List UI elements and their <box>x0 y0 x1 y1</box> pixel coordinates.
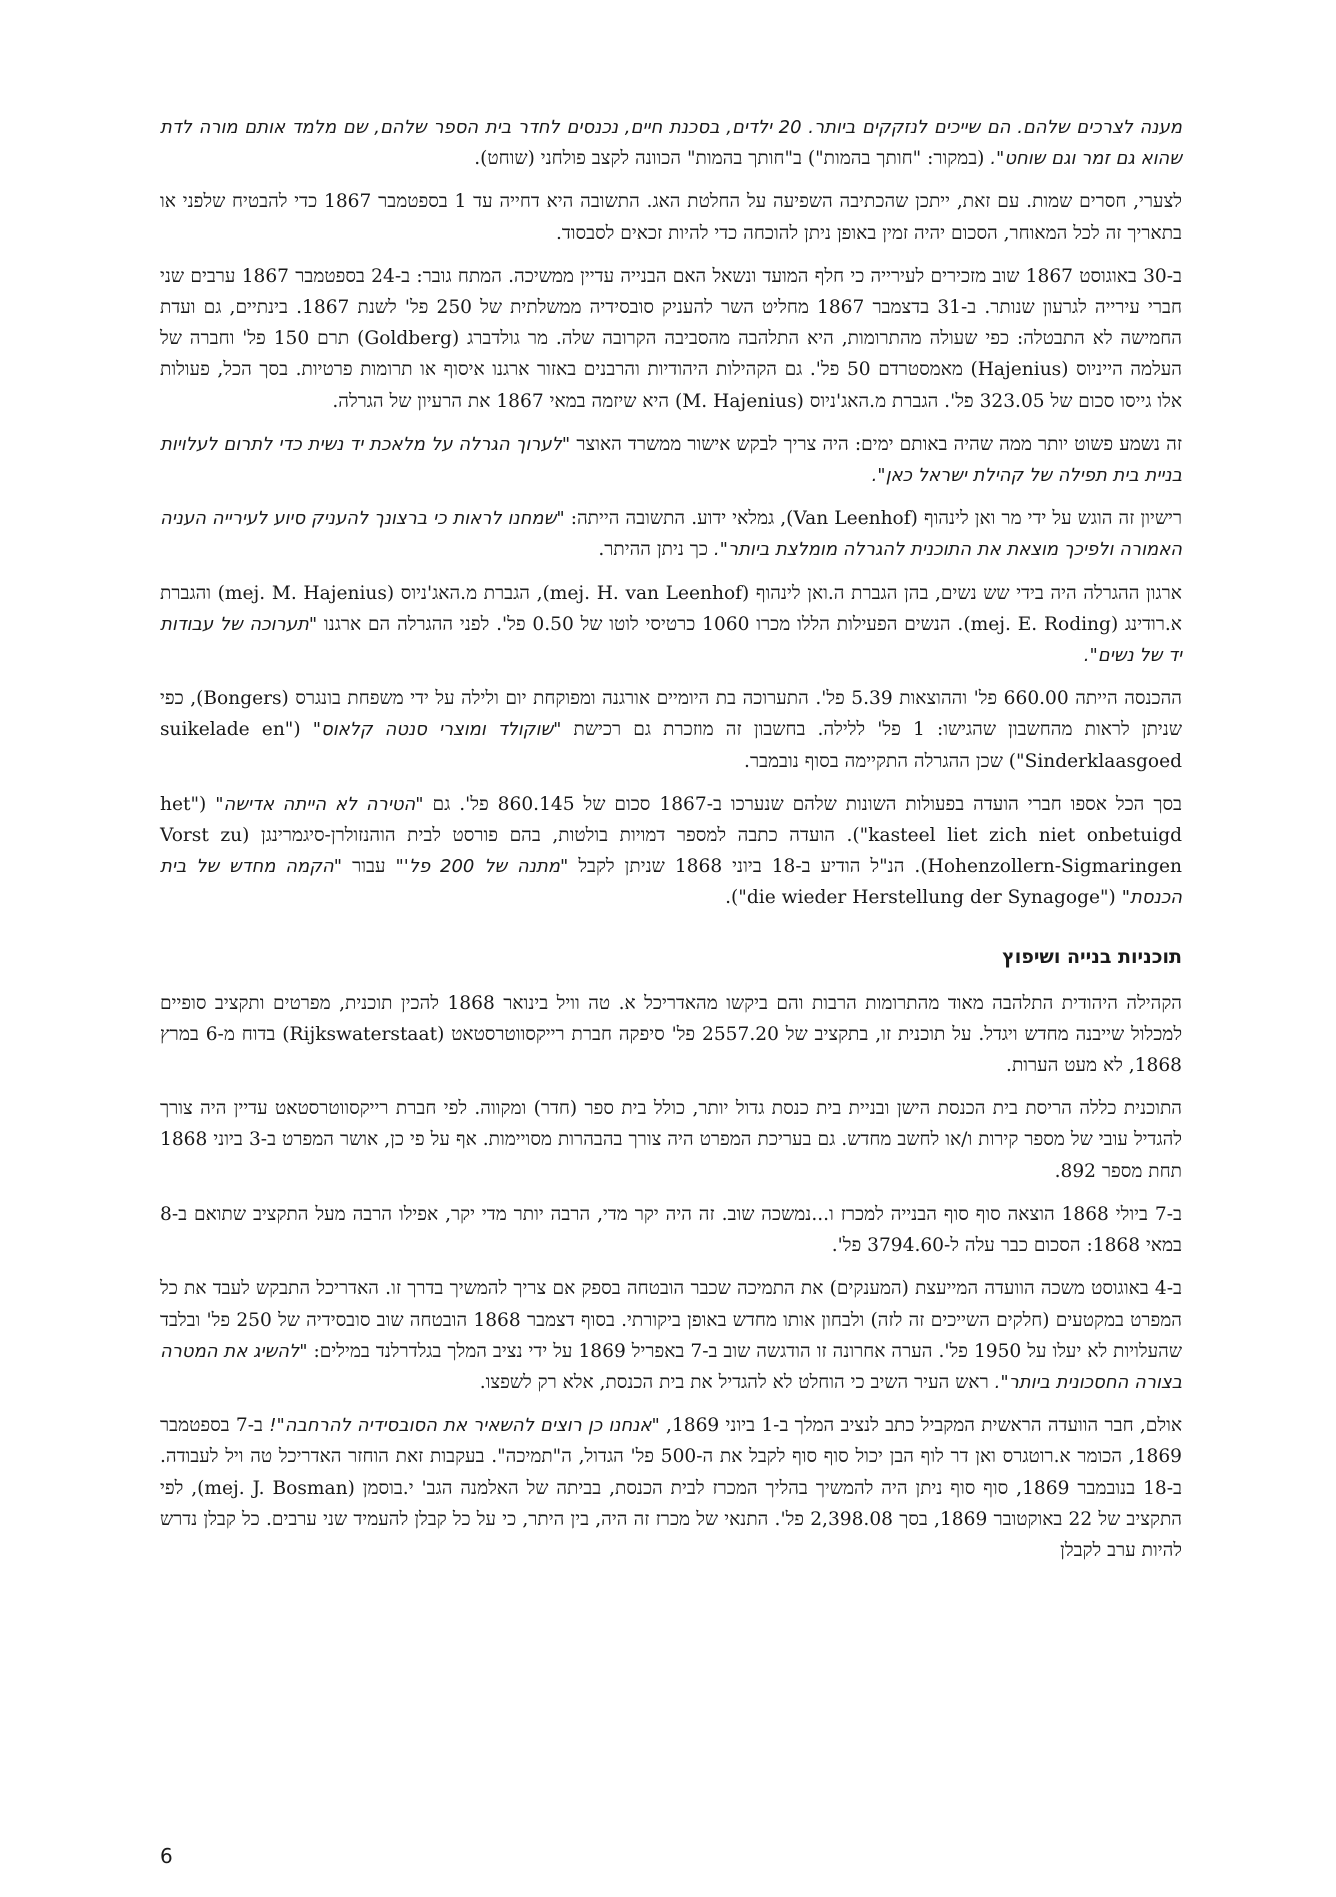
document-page <box>160 112 1182 1578</box>
quote-text: "הקמה מחדש של בית הכנסת" <box>160 856 1182 909</box>
body-text: ("het kasteel liet zich niet onbetuigd"). הועדה כתבה למספר דמויות בולטות, בהם פורסט לבית הוהנזולרן-סיגמרינגן (Vorst zu Hohenzollern-Sigmaringen). הנ"ל הודיע ב-18 ביוני 1868 שניתן לקבל <box>160 793 1183 878</box>
paragraph <box>160 1410 1182 1566</box>
quote-text: "לערוך הגרלה על מלאכת יד נשית כדי לתרום לעלויות בניית בית תפילה של קהילת ישראל כאן". <box>160 433 1182 487</box>
paragraph <box>160 1199 1182 1261</box>
body-text: רישיון זה הוגש על ידי מר ואן לינהוף (Van Leenhof), גמלאי ידוע. התשובה הייתה: <box>564 508 1182 530</box>
quote-text: "להשיג את המטרה בצורה החסכונית ביותר". <box>160 1340 1182 1393</box>
paragraphs-before-heading <box>160 112 1182 914</box>
paragraph <box>160 261 1182 417</box>
body-text: התוכנית כללה הריסת בית הכנסת הישן ובניית בית כנסת גדול יותר, כולל בית ספר (חדר) ומקווה. לפי חברת רייקסווטרסטאט עדיין היה צורך להגדיל עובי של מספר קירות ו/או לחשב מחדש. גם בעריכת המפרט היה צורך בהבהרות מסויימות. אף על פי כן, אושר המפרט ב-3 ביוני 1868 תחת מספר 892. <box>160 1098 1182 1182</box>
quote-text: "אנחנו כן רוצים להשאיר את הסובסידיה להרחבה"! <box>269 1415 660 1437</box>
body-text: הקהילה היהודית התלהבה מאוד מהתרומות הרבות והם ביקשו מהאדריכל א. טה וויל בינואר 1868 להכין תוכנית, מפרטים ותקציב סופיים למכלול שייבנה מחדש ויגדל. על תוכנית זו, בתקציב של 2557.20 פל' סיפקה חברת רייקסווטרסטאט (Rijkswaterstaat) בדוח מ-6 במרץ 1868, לא מעט הערות. <box>160 992 1183 1077</box>
body-text: בסך הכל אספו חברי הועדה בפעולות השונות שלהם שנערכו ב-1867 סכום של 860.145 פל'. גם <box>423 793 1183 815</box>
paragraph <box>160 988 1182 1082</box>
paragraphs-after-heading <box>160 988 1182 1566</box>
quote-text: "תערוכה של עבודות יד של נשים". <box>160 613 1182 667</box>
body-text: ראש העיר השיב כי הוחלט לא להגדיל את בית הכנסת, אלא רק לשפצו. <box>479 1371 995 1393</box>
body-text: ב-30 באוגוסט 1867 שוב מזכירים לעירייה כי חלף המועד ונשאל האם הבנייה עדיין ממשיכה. המתח גובר: ב-24 בספטמבר 1867 ערבים שני חברי עירייה לגרעון שנותר. ב-31 בדצמבר 1867 מחליט השר להעניק סובסידיה ממשלתית של 250 פל' לשנת 1867. בינתיים, גם ועדת החמישה לא התבטלה: כפי שעולה מהתרומות, היא התלהבה מהסביבה הקרובה שלה. מר גולדברג (Goldberg) תרם 150 פל' וחברה של העלמה הייניוס (Hajenius) מאמסטרדם 50 פל'. גם הקהילות היהודיות והרבנים באזור ארגנו איסוף או תרומות פרטיות. בסך הכל, פעולות אלו גייסו סכום של 323.05 פל'. הגברת מ.האג'ניוס (M. Hajenius) היא שיזמה במאי 1867 את הרעיון של הגרלה. <box>160 265 1182 412</box>
quote-text: "שוקולד ומוצרי סנטה קלאוס" <box>312 719 562 741</box>
section-heading: תוכניות בנייה ושיפוץ <box>1002 945 1182 968</box>
body-text: לצערי, חסרים שמות. עם זאת, ייתכן שהכתיבה השפיעה על החלטת האג. התשובה היא דחייה עד 1 בספטמבר 1867 כדי להבטיח שלפני או בתאריך זה לכל המאוחר, הסכום יהיה זמין באופן ניתן להוכחה כדי להיות זכאים לסבסוד. <box>160 191 1183 244</box>
quote-text: "שמחנו לראות כי ברצונך להעניק סיוע לעירייה העניה האמורה ולפיכך מוצאת את התוכנית להגרלה מומלצת ביותר". <box>160 508 1182 561</box>
body-text: (במקור: "חותך בהמות") ב"חותך בהמות" הכוונה לקצב פולחני (שוחט). <box>474 148 991 170</box>
paragraph <box>160 503 1182 565</box>
page-number: 6 <box>160 1844 173 1868</box>
body-text: ב-7 בספטמבר 1869, הכומר א.רוטגרס ואן דר לוף הבן יכול סוף סוף לקבל את ה-500 פל' הגדול, ה"תמיכה". בעקבות זאת הוחזר האדריכל טה ויל לעבודה. ב-18 בנובמבר 1869, סוף סוף ניתן היה להמשיך בהליך המכרז לבית הכנסת, בביתה של האלמנה הגב' י.בוסמן (mej. J. Bosman), לפי התקציב של 22 באוקטובר 1869, בסך 2,398.08 פל'. התנאי של מכרז זה היה, בין היתר, כי על כל קבלן להעמיד שני ערבים. כל קבלן נדרש להיות ערב לקבלן <box>160 1415 1183 1561</box>
body-text: ב-4 באוגוסט משכה הוועדה המייעצת (המענקים) את התמיכה שכבר הובטחה בספק אם צריך להמשיך בדרך זו. האדריכל התבקש לעבד את כל המפרט במקטעים (חלקים השייכים זה לזה) ולבחון אותו מחדש באופן ביקורתי. בסוף דצמבר 1868 הובטחה שוב סובסידיה של 250 פל' ובלבד שהעלויות לא יעלו על 1950 פל'. הערה אחרונה זו הודגשה שוב ב-7 באפריל 1869 על ידי נציב המלך בגלדרלנד במילים: <box>160 1278 1182 1362</box>
paragraph <box>160 1093 1182 1187</box>
body-text: ארגון ההגרלה היה בידי שש נשים, בהן הגברת ה.ואן לינהוף (mej. H. van Leenhof), הגברת מ.האג'ניוס (mej. M. Hajenius) והגברת א.רודינג (mej. E. Roding). הנשים הפעילות הללו מכרו 1060 כרטיסי לוטו של 0.50 פל'. לפני ההגרלה הם ארגנו <box>160 582 1182 635</box>
paragraph <box>160 112 1182 174</box>
paragraph <box>160 186 1182 248</box>
quote-text: "הטירה לא הייתה אדישה" <box>215 793 424 815</box>
body-text: עבור <box>342 856 396 878</box>
paragraph <box>160 578 1182 672</box>
body-text: כך ניתן ההיתר. <box>598 539 714 561</box>
body-text: אולם, חבר הוועדה הראשית המקביל כתב לנציב המלך ב-1 ביוני 1869, <box>659 1415 1182 1437</box>
body-text: ("suikelade en Sinderklaasgoed") שכן ההגרלה התקיימה בסוף נובמבר. <box>160 719 1182 772</box>
paragraph <box>160 1273 1182 1398</box>
body-text: זה נשמע פשוט יותר ממה שהיה באותם ימים: היה צריך לבקש אישור ממשרד האוצר <box>570 433 1183 455</box>
quote-text: מענה לצרכים שלהם. הם שייכים לנזקקים ביותר. 20 ילדים, בסכנת חיים, נכנסים לחדר בית הספר שלהם, שם מלמד אותם מורה לדת שהוא גם זמר וגם שוחט". <box>160 117 1182 170</box>
quote-text: "מתנה של 200 פל'" <box>395 856 569 878</box>
paragraph <box>160 429 1182 491</box>
body-text: ("die wieder Herstellung der Synagoge"). <box>725 887 1122 909</box>
body-text: ההכנסה הייתה 660.00 פל' וההוצאות 5.39 פל'. התערוכה בת היומיים אורגנה ומפוקחת יום ולילה על ידי משפחת בונגרס (Bongers), כפי שניתן לראות מהחשבון שהגישו: 1 פל' ללילה. בחשבון זה מוזכרת גם רכישת <box>160 688 1183 741</box>
paragraph <box>160 683 1182 777</box>
body-text: ב-7 ביולי 1868 הוצאה סוף סוף הבנייה למכרז ו...נמשכה שוב. זה היה יקר מדי, הרבה יותר מדי יקר, אפילו הרבה מעל התקציב שתואם ב-8 במאי 1868: הסכום כבר עלה ל-3794.60 פל'. <box>160 1203 1182 1257</box>
paragraph <box>160 789 1182 914</box>
